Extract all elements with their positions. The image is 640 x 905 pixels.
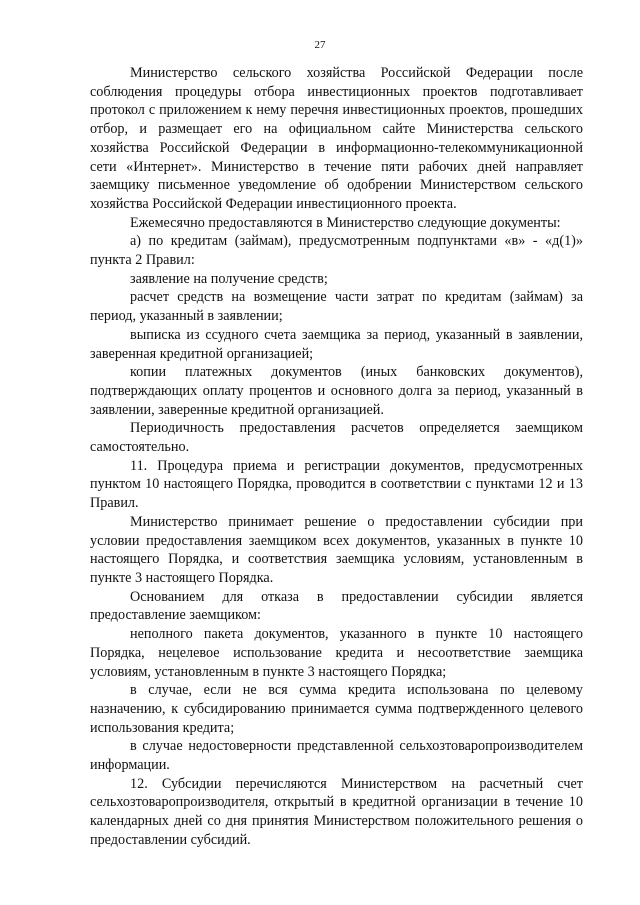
paragraph-ministry-protocol: Министерство сельского хозяйства Российской Федерации после соблюдения процедуры отбора инвестиционных проектов подготавливает протокол с приложением к нему перечня инвестиционных проектов, прошедших отбор, и размещает его на официальном сайте Министерства сельского хозяйства Российской Федерации в информационно-телекоммуникационной сети «Интернет». Министерство в течение пяти рабочих дней направляет заемщику письменное уведомление об одобрении Министерством сельского хозяйства Российской Федерации инвестиционного проекта. — [90, 65, 583, 212]
document-body — [90, 64, 583, 850]
list-item-application: заявление на получение средств; — [130, 270, 328, 287]
list-item-account-statement: выписка из ссудного счета заемщика за период, указанный в заявлении, заверенная кредитной организацией; — [90, 326, 583, 362]
paragraph-decision: Министерство принимает решение о предоставлении субсидии при условии предоставления заемщиком всех документов, указанных в пункте 10 настоящего Порядка, и соответствия заемщика условиям, установленным в пункте 3 настоящего Порядка. — [90, 513, 583, 586]
list-item-partial-use: в случае, если не вся сумма кредита использована по целевому назначению, к субсидированию принимается сумма подтвержденного целевого использования кредита; — [90, 682, 583, 736]
list-item-calculation: расчет средств на возмещение части затрат по кредитам (займам) за период, указанный в заявлении; — [90, 289, 583, 325]
paragraph-periodicity: Периодичность предоставления расчетов определяется заемщиком самостоятельно. — [90, 420, 583, 456]
paragraph-refusal-grounds: Основанием для отказа в предоставлении субсидии является предоставление заемщиком: — [90, 588, 583, 624]
paragraph-item-11: 11. Процедура приема и регистрации документов, предусмотренных пунктом 10 настоящего Порядка, проводится в соответствии с пунктами 12 и 13 Правил. — [90, 457, 583, 512]
page-number: 27 — [314, 39, 326, 51]
list-item-payment-copies: копии платежных документов (иных банковских документов), подтверждающих оплату процентов и основного долга за период, указанный в заявлении, заверенные кредитной организацией. — [90, 364, 583, 418]
paragraph-monthly-documents: Ежемесячно предоставляются в Министерство следующие документы: — [130, 214, 561, 231]
paragraph-item-12: 12. Субсидии перечисляются Министерством на расчетный счет сельхозтоваропроизводителя, открытый в кредитной организации в течение 10 календарных дней со дня принятия Министерством положительного решения о предоставлении субсидий. — [90, 775, 583, 848]
list-item-false-information: в случае недостоверности представленной сельхозтоваропроизводителем информации. — [90, 738, 583, 774]
list-item-incomplete-package: неполного пакета документов, указанного в пункте 10 настоящего Порядка, нецелевое использование кредита и несоответствие заемщика условиям, установленным в пункте 3 настоящего Порядка; — [90, 626, 583, 680]
paragraph-loans-subitems: а) по кредитам (займам), предусмотренным подпунктами «в» - «д(1)» пункта 2 Правил: — [90, 233, 583, 269]
